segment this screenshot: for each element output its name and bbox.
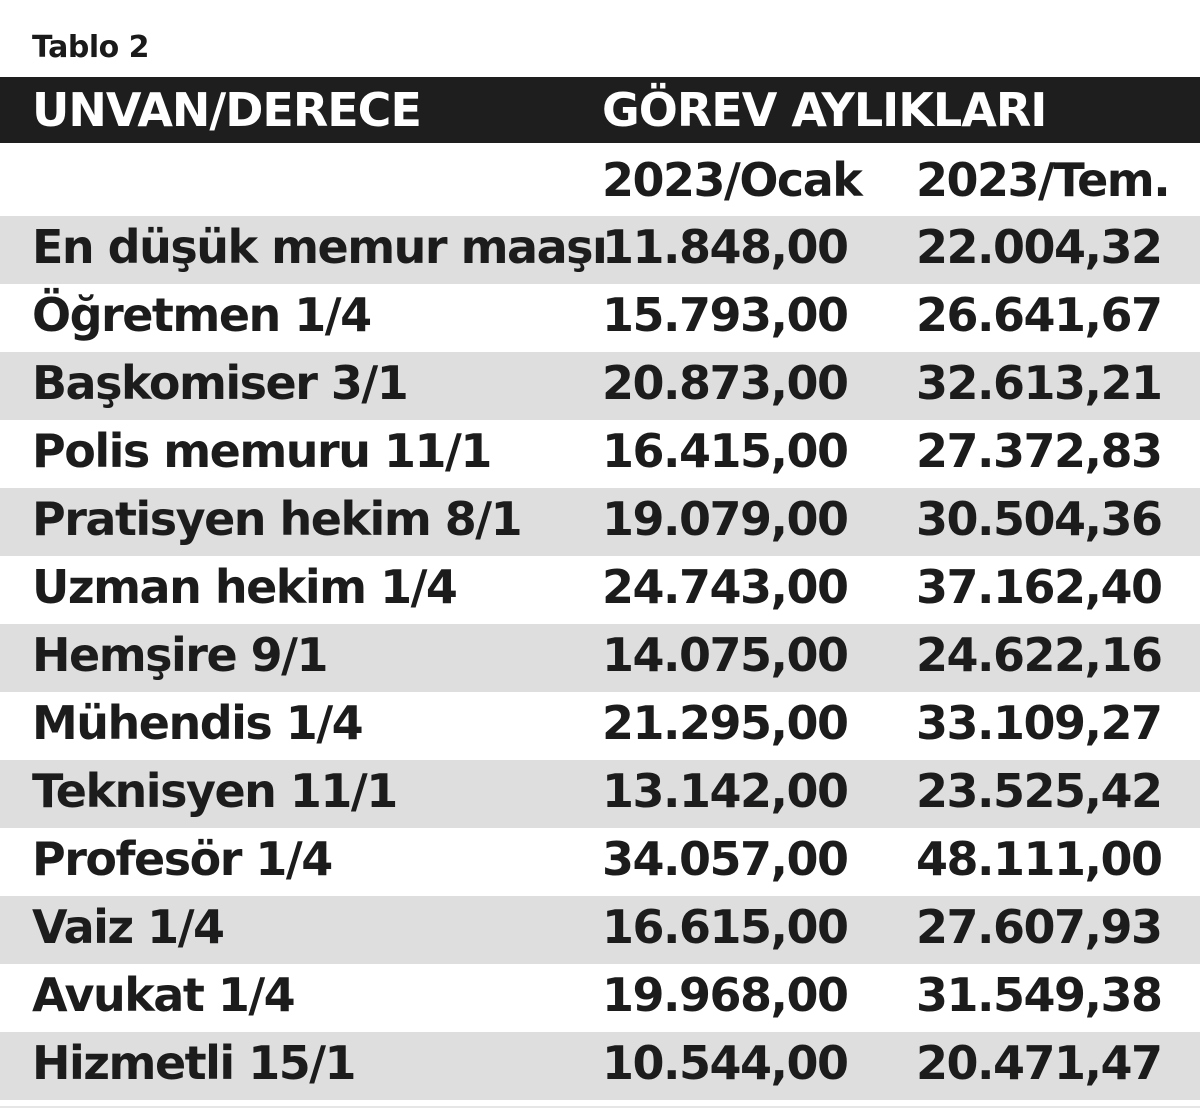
row-title: Polis memuru 11/1: [32, 424, 491, 478]
row-july-value: 24.622,16: [916, 628, 1162, 682]
row-july-value: 22.004,32: [916, 220, 1162, 274]
table-body: [0, 216, 1200, 1100]
row-title: Avukat 1/4: [32, 968, 295, 1022]
row-july-value: 23.525,42: [916, 764, 1162, 818]
row-title: Pratisyen hekim 8/1: [32, 492, 522, 546]
row-july-value: 27.372,83: [916, 424, 1162, 478]
row-title: Mühendis 1/4: [32, 696, 363, 750]
row-july-value: 37.162,40: [916, 560, 1162, 614]
table-row: [0, 760, 1200, 828]
table-caption: Tablo 2: [32, 30, 150, 65]
row-january-value: 34.057,00: [602, 832, 848, 886]
subheader-july: 2023/Tem.: [916, 153, 1170, 207]
table-row: [0, 488, 1200, 556]
row-january-value: 16.415,00: [602, 424, 848, 478]
row-january-value: 14.075,00: [602, 628, 848, 682]
table-row: [0, 556, 1200, 624]
row-january-value: 20.873,00: [602, 356, 848, 410]
table-header: [0, 77, 1200, 143]
table-row: [0, 896, 1200, 964]
header-salary-column: GÖREV AYLIKLARI: [602, 83, 1047, 137]
table-row: [0, 420, 1200, 488]
row-title: Profesör 1/4: [32, 832, 332, 886]
row-january-value: 19.968,00: [602, 968, 848, 1022]
row-title: Vaiz 1/4: [32, 900, 224, 954]
row-january-value: 15.793,00: [602, 288, 848, 342]
row-title: Hizmetli 15/1: [32, 1036, 356, 1090]
row-january-value: 19.079,00: [602, 492, 848, 546]
row-july-value: 48.111,00: [916, 832, 1162, 886]
bottom-divider: [0, 1106, 1200, 1108]
table-subheader: [0, 146, 1200, 214]
table-row: [0, 352, 1200, 420]
row-title: Hemşire 9/1: [32, 628, 327, 682]
row-january-value: 16.615,00: [602, 900, 848, 954]
row-july-value: 32.613,21: [916, 356, 1162, 410]
row-title: Öğretmen 1/4: [32, 288, 371, 342]
row-july-value: 20.471,47: [916, 1036, 1162, 1090]
row-july-value: 31.549,38: [916, 968, 1162, 1022]
row-january-value: 13.142,00: [602, 764, 848, 818]
table-row: [0, 216, 1200, 284]
row-july-value: 33.109,27: [916, 696, 1162, 750]
row-july-value: 26.641,67: [916, 288, 1162, 342]
table-row: [0, 692, 1200, 760]
header-title-column: UNVAN/DERECE: [32, 83, 421, 137]
row-january-value: 11.848,00: [602, 220, 848, 274]
table-row: [0, 1032, 1200, 1100]
table-row: [0, 624, 1200, 692]
row-july-value: 27.607,93: [916, 900, 1162, 954]
table-row: [0, 964, 1200, 1032]
row-january-value: 21.295,00: [602, 696, 848, 750]
row-title: Teknisyen 11/1: [32, 764, 397, 818]
table-row: [0, 828, 1200, 896]
row-title: En düşük memur maaşı: [32, 220, 607, 274]
row-january-value: 10.544,00: [602, 1036, 848, 1090]
table-row: [0, 284, 1200, 352]
row-january-value: 24.743,00: [602, 560, 848, 614]
row-title: Başkomiser 3/1: [32, 356, 408, 410]
row-title: Uzman hekim 1/4: [32, 560, 457, 614]
subheader-january: 2023/Ocak: [602, 153, 862, 207]
row-july-value: 30.504,36: [916, 492, 1162, 546]
